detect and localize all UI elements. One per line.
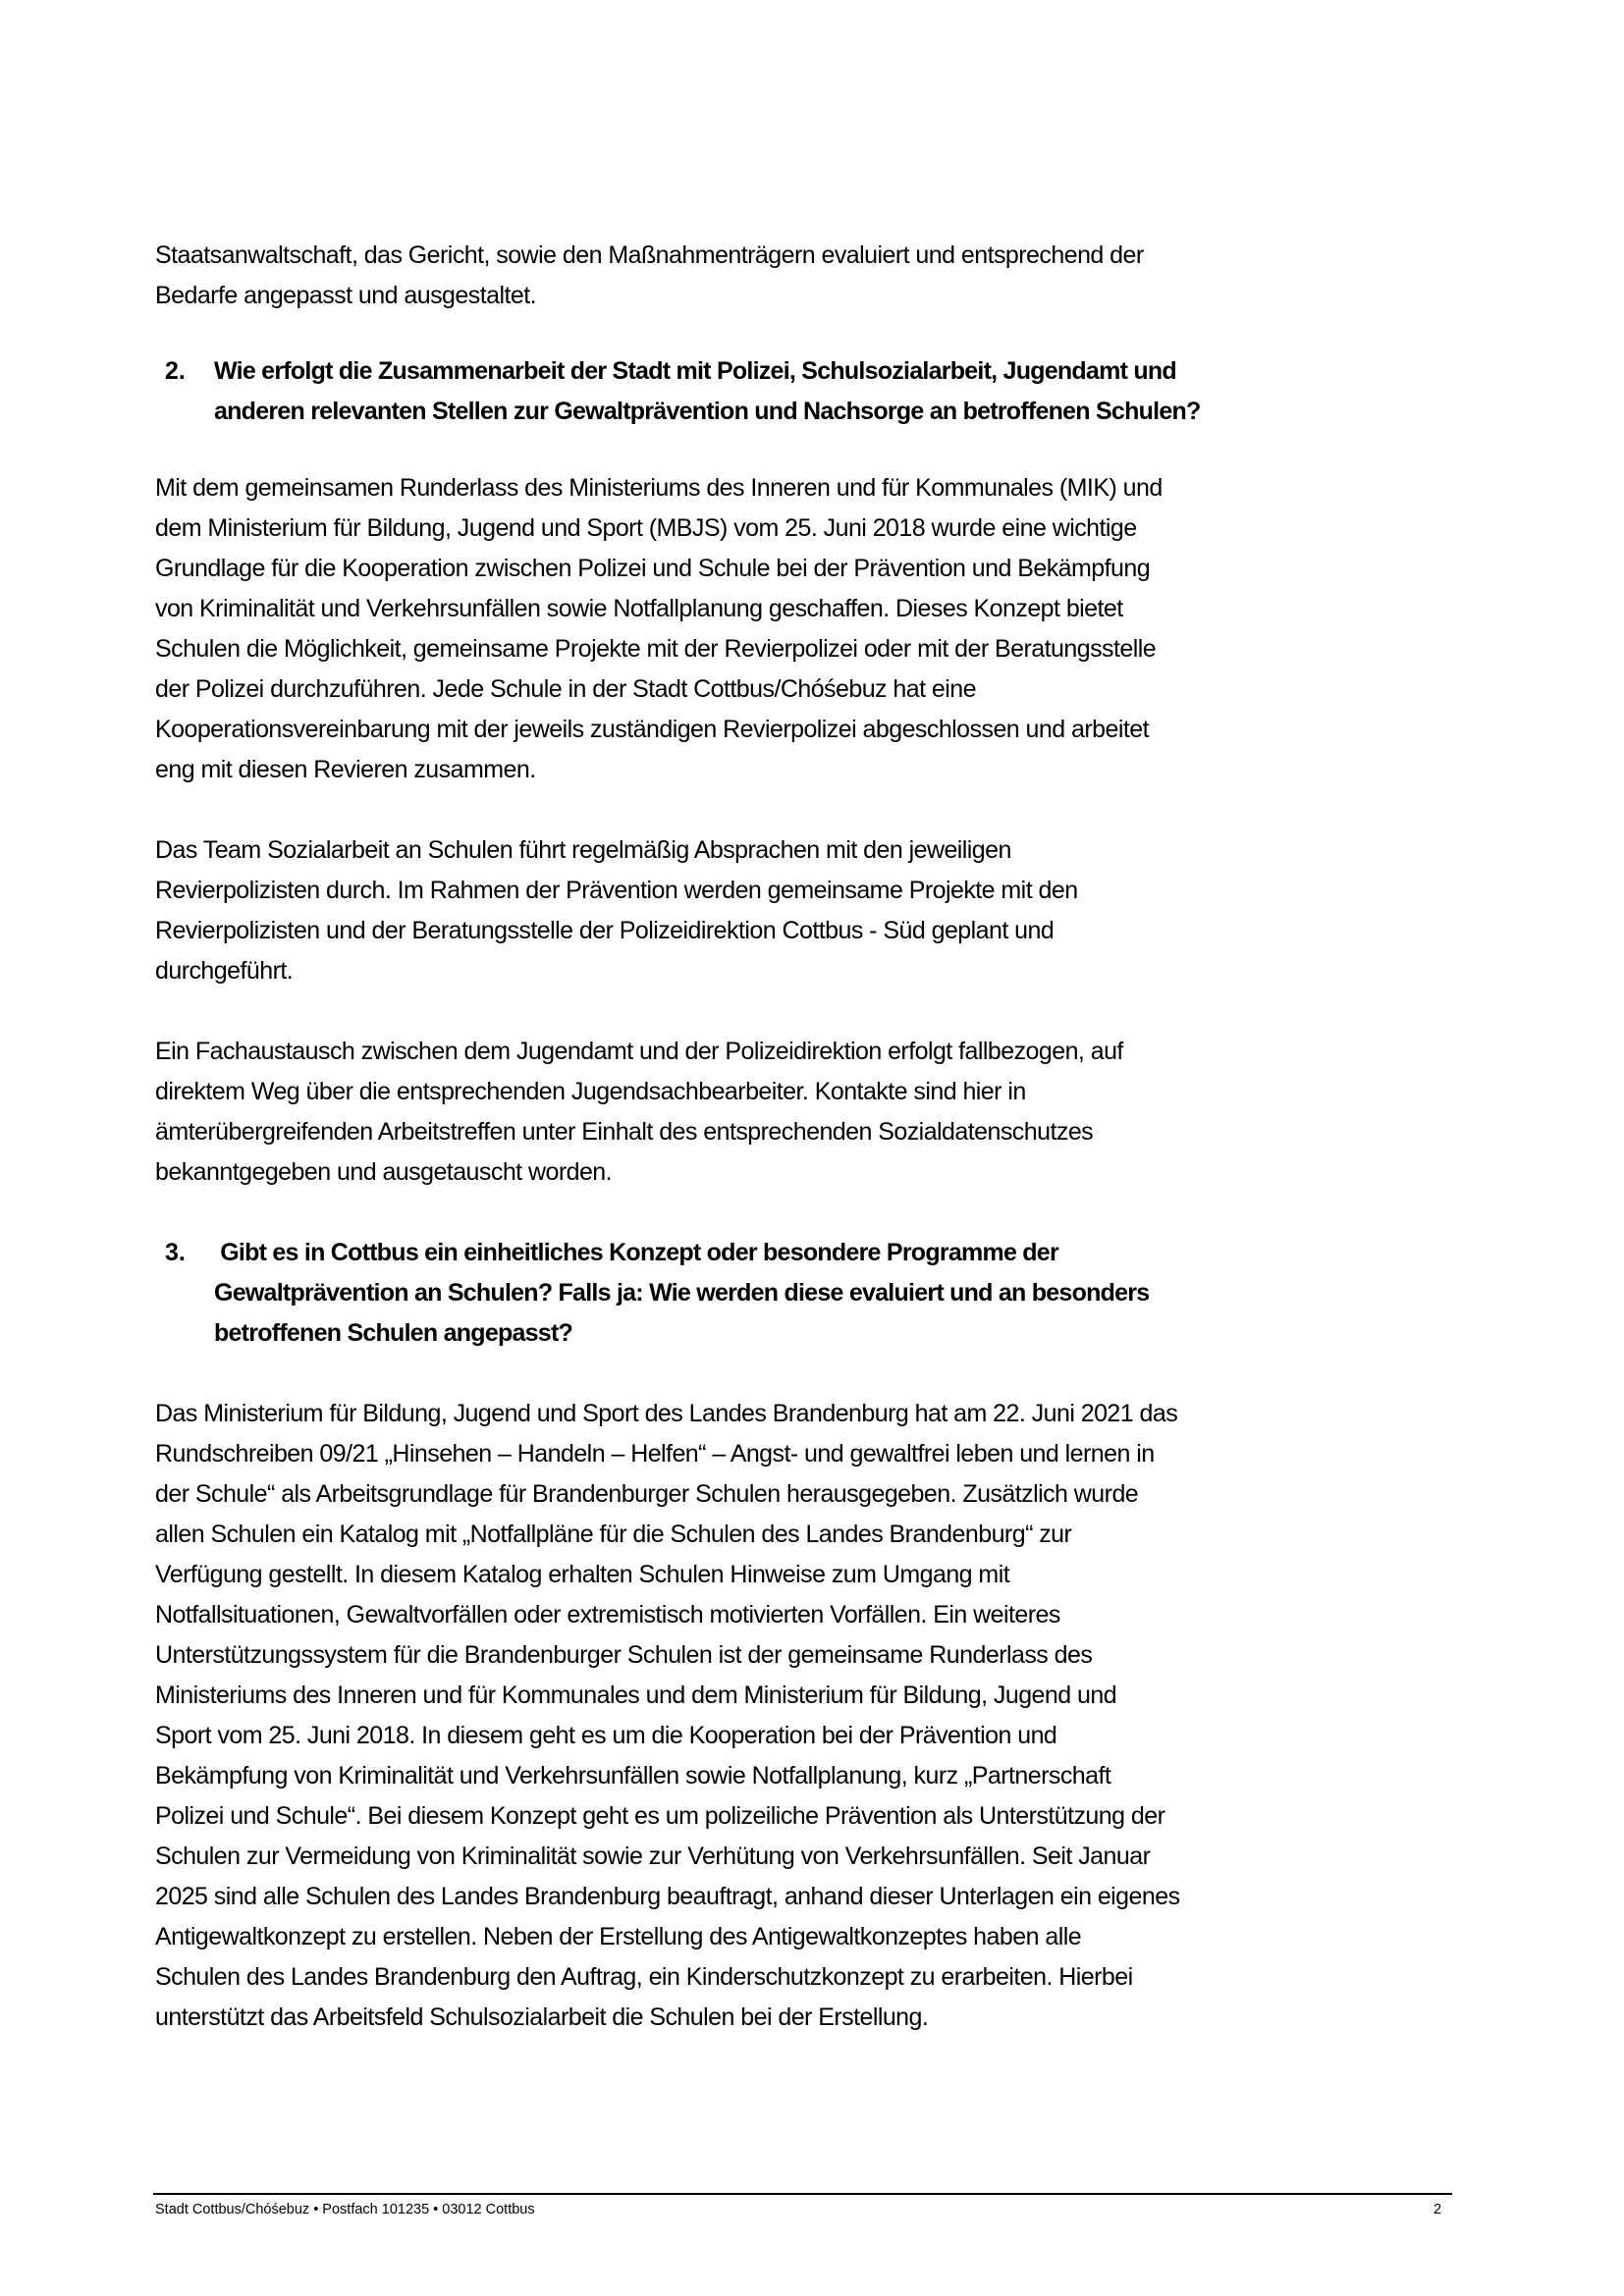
text-line: Bekämpfung von Kriminalität und Verkehrsunfällen sowie Notfallplanung, kurz „Partnerschaft — [155, 1762, 1111, 1789]
text-line: eng mit diesen Revieren zusammen. — [155, 756, 536, 783]
heading-line: Gewaltprävention an Schulen? Falls ja: Wie werden diese evaluiert und an besonders — [214, 1279, 1150, 1307]
text-line: Kooperationsvereinbarung mit der jeweils zuständigen Revierpolizei abgeschlossen und arbeitet — [155, 716, 1149, 743]
text-line: Polizei und Schule“. Bei diesem Konzept geht es um polizeiliche Prävention als Unterstützung der — [155, 1802, 1165, 1830]
list-number: 2. — [165, 357, 186, 385]
text-line: Bedarfe angepasst und ausgestaltet. — [155, 282, 536, 309]
text-line: durchgeführt. — [155, 957, 294, 985]
heading-line: Gibt es in Cottbus ein einheitliches Konzept oder besondere Programme der — [214, 1239, 1058, 1266]
footer-address: Stadt Cottbus/Chóśebuz • Postfach 101235 • 03012 Cottbus — [155, 2202, 535, 2217]
text-line: direktem Weg über die entsprechenden Jugendsachbearbeiter. Kontakte sind hier in — [155, 1078, 1026, 1105]
text-line: Ein Fachaustausch zwischen dem Jugendamt und der Polizeidirektion erfolgt fallbezogen, auf — [155, 1038, 1123, 1065]
text-line: ämterübergreifenden Arbeitstreffen unter Einhalt des entsprechenden Sozialdatenschutzes — [155, 1118, 1094, 1146]
text-line: Ministeriums des Inneren und für Kommunales und dem Ministerium für Bildung, Jugend und — [155, 1682, 1117, 1709]
text-line: von Kriminalität und Verkehrsunfällen sowie Notfallplanung geschaffen. Dieses Konzept bietet — [155, 595, 1123, 622]
text-line: Revierpolizisten durch. Im Rahmen der Prävention werden gemeinsame Projekte mit den — [155, 877, 1078, 904]
text-line: Sport vom 25. Juni 2018. In diesem geht es um die Kooperation bei der Prävention und — [155, 1722, 1057, 1749]
list-number: 3. — [165, 1239, 186, 1266]
heading-line: Wie erfolgt die Zusammenarbeit der Stadt mit Polizei, Schulsozialarbeit, Jugendamt und — [214, 357, 1176, 385]
text-line: Mit dem gemeinsamen Runderlass des Ministeriums des Inneren und für Kommunales (MIK) und — [155, 474, 1163, 502]
text-line: unterstützt das Arbeitsfeld Schulsozialarbeit die Schulen bei der Erstellung. — [155, 2003, 929, 2031]
text-line: Staatsanwaltschaft, das Gericht, sowie den Maßnahmenträgern evaluiert und entsprechend der — [155, 241, 1144, 269]
heading-line: anderen relevanten Stellen zur Gewaltprävention und Nachsorge an betroffenen Schulen? — [214, 398, 1201, 425]
text-line: der Schule“ als Arbeitsgrundlage für Brandenburger Schulen herausgegeben. Zusätzlich wurde — [155, 1480, 1139, 1508]
text-line: Unterstützungssystem für die Brandenburger Schulen ist der gemeinsame Runderlass des — [155, 1641, 1093, 1669]
text-line: Das Team Sozialarbeit an Schulen führt regelmäßig Absprachen mit den jeweiligen — [155, 836, 1011, 864]
footer-divider — [153, 2193, 1452, 2195]
text-line: dem Ministerium für Bildung, Jugend und Sport (MBJS) vom 25. Juni 2018 wurde eine wichtige — [155, 514, 1137, 542]
text-line: Antigewaltkonzept zu erstellen. Neben der Erstellung des Antigewaltkonzeptes haben alle — [155, 1923, 1082, 1950]
text-line: Notfallsituationen, Gewaltvorfällen oder extremistisch motivierten Vorfällen. Ein weiteres — [155, 1601, 1060, 1629]
heading-line: betroffenen Schulen angepasst? — [214, 1319, 573, 1347]
text-line: 2025 sind alle Schulen des Landes Brandenburg beauftragt, anhand dieser Unterlagen ein eigenes — [155, 1883, 1180, 1910]
text-line: allen Schulen ein Katalog mit „Notfallpläne für die Schulen des Landes Brandenburg“ zur — [155, 1521, 1072, 1548]
text-line: Schulen die Möglichkeit, gemeinsame Projekte mit der Revierpolizei oder mit der Beratungsstelle — [155, 635, 1157, 663]
text-line: Das Ministerium für Bildung, Jugend und Sport des Landes Brandenburg hat am 22. Juni 2021 das — [155, 1400, 1178, 1427]
text-line: der Polizei durchzuführen. Jede Schule in der Stadt Cottbus/Chóśebuz hat eine — [155, 675, 976, 703]
text-line: Grundlage für die Kooperation zwischen Polizei und Schule bei der Prävention und Bekämpfung — [155, 555, 1151, 582]
text-line: Revierpolizisten und der Beratungsstelle der Polizeidirektion Cottbus - Süd geplant und — [155, 917, 1055, 944]
text-line: bekanntgegeben und ausgetauscht worden. — [155, 1158, 613, 1186]
page-number: 2 — [1434, 2202, 1442, 2217]
text-line: Schulen zur Vermeidung von Kriminalität sowie zur Verhütung von Verkehrsunfällen. Seit Januar — [155, 1842, 1151, 1870]
text-line: Schulen des Landes Brandenburg den Auftrag, ein Kinderschutzkonzept zu erarbeiten. Hierbei — [155, 1963, 1133, 1991]
text-line: Rundschreiben 09/21 „Hinsehen – Handeln – Helfen“ – Angst- und gewaltfrei leben und lernen in — [155, 1440, 1155, 1468]
text-line: Verfügung gestellt. In diesem Katalog erhalten Schulen Hinweise zum Umgang mit — [155, 1561, 1010, 1588]
